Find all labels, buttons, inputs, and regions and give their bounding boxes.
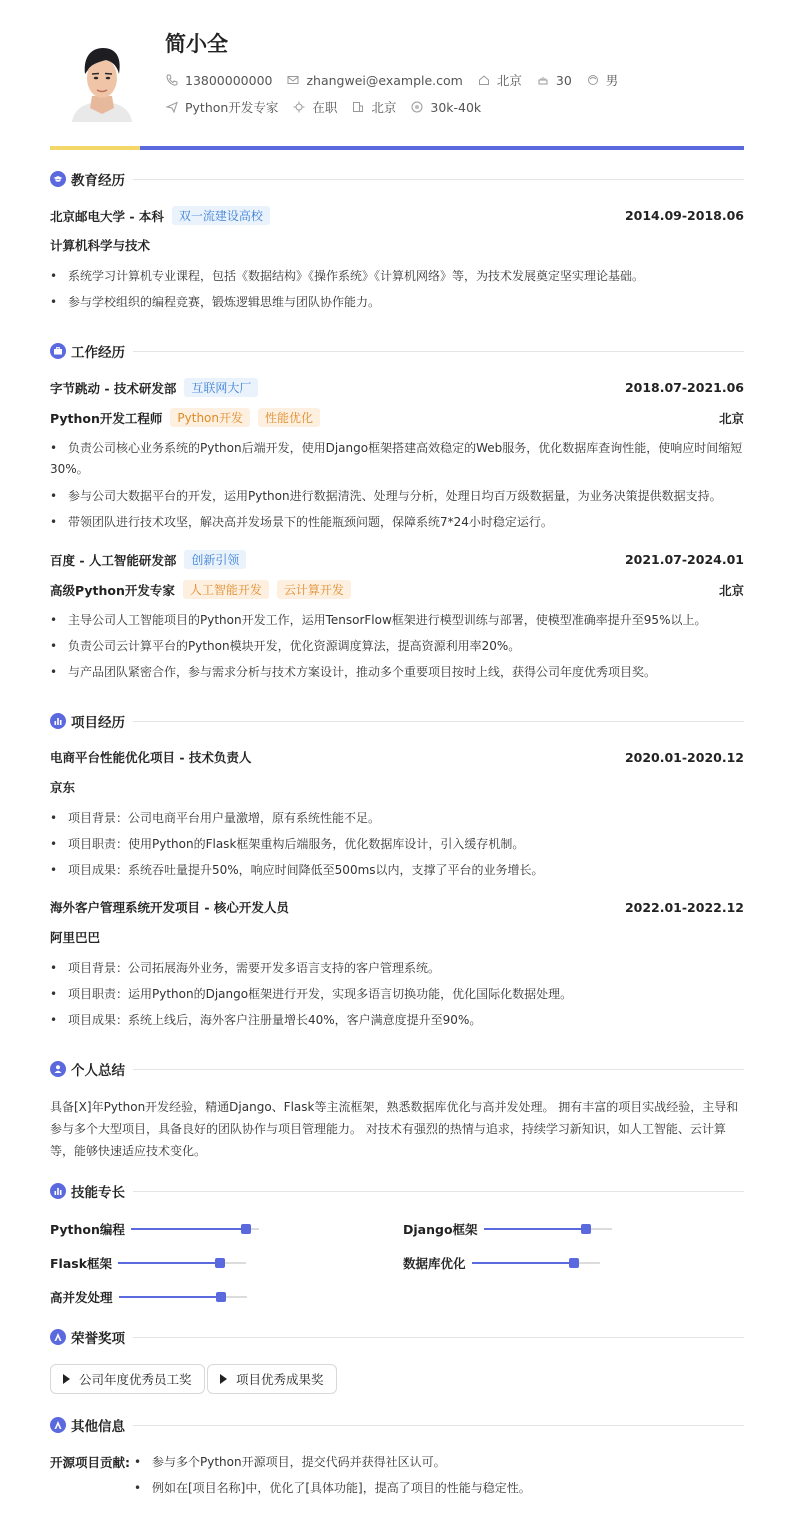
project-dates: 2022.01-2022.12: [624, 899, 744, 915]
section-education: [50, 168, 744, 190]
award-chip[interactable]: [50, 1364, 205, 1394]
section-title: 工作经历: [71, 345, 125, 361]
section-divider: [133, 721, 744, 722]
skill-item: [403, 1220, 612, 1238]
status-icon: [292, 100, 306, 114]
list-item: • 负责公司核心业务系统的Python后端开发，使用Django框架搭建高效稳定的Web服务，优化数据库查询性能，使响应时间缩短30%。: [50, 441, 743, 476]
award-icon: [50, 1329, 66, 1345]
location-item: [477, 71, 522, 89]
gender-item: [586, 71, 619, 89]
section-projects: [50, 710, 744, 732]
avatar: [66, 38, 138, 122]
job-header: [50, 550, 744, 569]
list-item: • 项目背景：公司拓展海外业务，需要开发多语言支持的客户管理系统。: [50, 961, 441, 975]
home-icon: [477, 73, 491, 87]
role-tag: 云计算开发: [277, 580, 351, 599]
list-item: • 参与公司大数据平台的开发，运用Python进行数据清洗、处理与分析，处理日均百万级数据量，为业务决策提供数据支持。: [50, 489, 722, 503]
phone-icon: [165, 73, 179, 87]
list-item: • 参与学校组织的编程竞赛，锻炼逻辑思维与团队协作能力。: [50, 295, 381, 309]
play-icon: [63, 1374, 70, 1384]
job-header: [50, 378, 744, 397]
section-title: 技能专长: [71, 1185, 125, 1201]
email-address: zhangwei@example.com: [306, 72, 463, 88]
status-item: [292, 98, 337, 116]
job-city: 北京: [718, 410, 744, 426]
project-company: 阿里巴巴: [50, 930, 101, 945]
section-skills: [50, 1180, 744, 1202]
list-item: • 系统学习计算机专业课程，包括《数据结构》《操作系统》《计算机网络》等，为技术发展奠定坚实理论基础。: [50, 269, 645, 283]
education-header: [50, 206, 744, 225]
list-item: • 项目职责：运用Python的Django框架进行开发，实现多语言切换功能，优化国际化数据处理。: [50, 987, 573, 1001]
skill-slider: [119, 1296, 247, 1298]
job-status: 在职: [312, 100, 338, 115]
section-divider: [133, 351, 744, 352]
summary-text: 具备[X]年Python开发经验，精通Django、Flask等主流框架，熟悉数据库优化与高并发处理。 拥有丰富的项目实战经验，主导和参与多个大型项目，具备良好的团队协作与项目管理能力。 对技术有强烈的热情与追求，持续学习新知识，如人工智能、云计算等，能够快速适应技术变化。: [50, 1100, 739, 1158]
section-title: 项目经历: [71, 715, 125, 731]
job-dates: 2021.07-2024.01: [624, 552, 744, 567]
section-title: 个人总结: [71, 1063, 125, 1079]
skill-slider: [118, 1262, 246, 1264]
send-icon: [165, 100, 179, 114]
gender: 男: [605, 73, 619, 88]
list-item: • 项目职责：使用Python的Flask框架重构后端服务，优化数据库设计，引入缓存机制。: [50, 837, 525, 851]
job-target-item: [165, 98, 278, 116]
award-chip[interactable]: [207, 1364, 337, 1394]
company-name: 百度 - 人工智能研发部: [50, 552, 177, 568]
section-other: [50, 1414, 744, 1436]
list-item: • 带领团队进行技术攻坚，解决高并发场景下的性能瓶颈问题，保障系统7*24小时稳定运行。: [50, 515, 553, 529]
job-dates: 2018.07-2021.06: [624, 380, 744, 395]
skill-fill: [484, 1228, 586, 1230]
skill-slider: [472, 1262, 600, 1264]
company-tag: 互联网大厂: [184, 378, 258, 397]
skill-name: Python编程: [50, 1222, 125, 1237]
age: 30: [555, 72, 572, 88]
section-title: 其他信息: [71, 1419, 125, 1435]
project-name: 海外客户管理系统开发项目 - 核心开发人员: [50, 900, 289, 915]
skill-fill: [131, 1228, 246, 1230]
section-awards: [50, 1326, 744, 1348]
age-item: [536, 73, 572, 88]
skill-fill: [472, 1262, 574, 1264]
project-header: [50, 898, 744, 916]
section-summary: [50, 1058, 744, 1080]
role-tag: 人工智能开发: [183, 580, 269, 599]
school-tag: 双一流建设高校: [172, 206, 270, 225]
skill-name: 数据库优化: [403, 1256, 466, 1271]
skill-handle: [569, 1258, 579, 1268]
award-label: 公司年度优秀员工奖: [79, 1372, 192, 1387]
graduation-cap-icon: [50, 171, 66, 187]
project-company: 京东: [50, 780, 76, 795]
skill-name: Flask框架: [50, 1256, 113, 1271]
skill-item: [50, 1288, 247, 1306]
play-icon: [220, 1374, 227, 1384]
major: 计算机科学与技术: [50, 238, 151, 253]
skill-name: 高并发处理: [50, 1290, 113, 1305]
skill-handle: [241, 1224, 251, 1234]
contact-row: [165, 71, 632, 89]
list-item: • 例如在[项目名称]中，优化了[具体功能]，提高了项目的性能与稳定性。: [134, 1481, 531, 1495]
skill-handle: [581, 1224, 591, 1234]
skill-item: [50, 1254, 246, 1272]
project-header: [50, 748, 744, 766]
section-divider: [133, 1425, 744, 1426]
skill-fill: [118, 1262, 220, 1264]
target-city-item: [351, 98, 396, 116]
section-divider: [133, 1069, 744, 1070]
project-dates: 2020.01-2020.12: [624, 749, 744, 765]
list-item: • 项目背景：公司电商平台用户量激增，原有系统性能不足。: [50, 811, 381, 825]
briefcase-icon: [50, 343, 66, 359]
target-city: 北京: [371, 100, 397, 115]
location: 北京: [496, 73, 522, 88]
skill-item: [403, 1254, 600, 1272]
list-item: • 项目成果：系统吞吐量提升50%，响应时间降低至500ms以内，支撑了平台的业务增长。: [50, 863, 544, 877]
phone-number: 13800000000: [185, 72, 273, 88]
section-divider: [133, 1337, 744, 1338]
building-icon: [351, 100, 365, 114]
project-company-row: [50, 928, 744, 946]
other-label: 开源项目贡献:: [50, 1455, 130, 1470]
candidate-name: 简小全: [165, 32, 228, 56]
list-item: • 负责公司云计算平台的Python模块开发，优化资源调度算法，提高资源利用率20%。: [50, 639, 521, 653]
education-dates: 2014.09-2018.06: [624, 208, 744, 223]
project-name: 电商平台性能优化项目 - 技术负责人: [50, 750, 252, 765]
skill-handle: [216, 1292, 226, 1302]
job-role-row: [50, 408, 744, 427]
section-divider: [133, 179, 744, 180]
phone-item: [165, 73, 272, 88]
list-item: • 参与多个Python开源项目，提交代码并获得社区认可。: [134, 1455, 446, 1469]
job-role: Python开发工程师: [50, 410, 163, 426]
section-divider: [133, 1191, 744, 1192]
salary: 30k-40k: [430, 99, 482, 115]
job-role-row: [50, 580, 744, 599]
award-label: 项目优秀成果奖: [236, 1372, 324, 1387]
info-icon: [50, 1417, 66, 1433]
skill-fill: [119, 1296, 221, 1298]
header-accent-blue: [140, 146, 744, 150]
company-tag: 创新引领: [184, 550, 246, 569]
education-major-row: [50, 236, 744, 254]
career-row: [165, 98, 495, 116]
project-company-row: [50, 778, 744, 796]
skill-slider: [131, 1228, 259, 1230]
section-work: [50, 340, 744, 362]
job-role: 高级Python开发专家: [50, 582, 175, 598]
salary-icon: [410, 100, 424, 114]
user-icon: [50, 1061, 66, 1077]
email-item: [286, 73, 462, 88]
skill-handle: [215, 1258, 225, 1268]
age-icon: [536, 73, 550, 87]
section-title: 荣誉奖项: [71, 1331, 125, 1347]
bar-chart-icon: [50, 1183, 66, 1199]
job-city: 北京: [718, 582, 744, 598]
list-item: • 项目成果：系统上线后，海外客户注册量增长40%，客户满意度提升至90%。: [50, 1013, 482, 1027]
bar-chart-icon: [50, 713, 66, 729]
salary-item: [410, 100, 481, 115]
header-accent-yellow: [50, 146, 140, 150]
role-tag: 性能优化: [258, 408, 320, 427]
school-name: 北京邮电大学 - 本科: [50, 208, 164, 224]
job-target: Python开发专家: [185, 100, 279, 115]
skill-item: [50, 1220, 259, 1238]
role-tag: Python开发: [170, 408, 250, 427]
skill-slider: [484, 1228, 612, 1230]
gender-icon: [586, 73, 600, 87]
list-item: • 与产品团队紧密合作，参与需求分析与技术方案设计，推动多个重要项目按时上线，获得公司年度优秀项目奖。: [50, 665, 657, 679]
list-item: • 主导公司人工智能项目的Python开发工作，运用TensorFlow框架进行模型训练与部署，使模型准确率提升至95%以上。: [50, 613, 707, 627]
company-name: 字节跳动 - 技术研发部: [50, 380, 177, 396]
mail-icon: [286, 73, 300, 87]
section-title: 教育经历: [71, 173, 125, 189]
skill-name: Django框架: [403, 1222, 478, 1237]
